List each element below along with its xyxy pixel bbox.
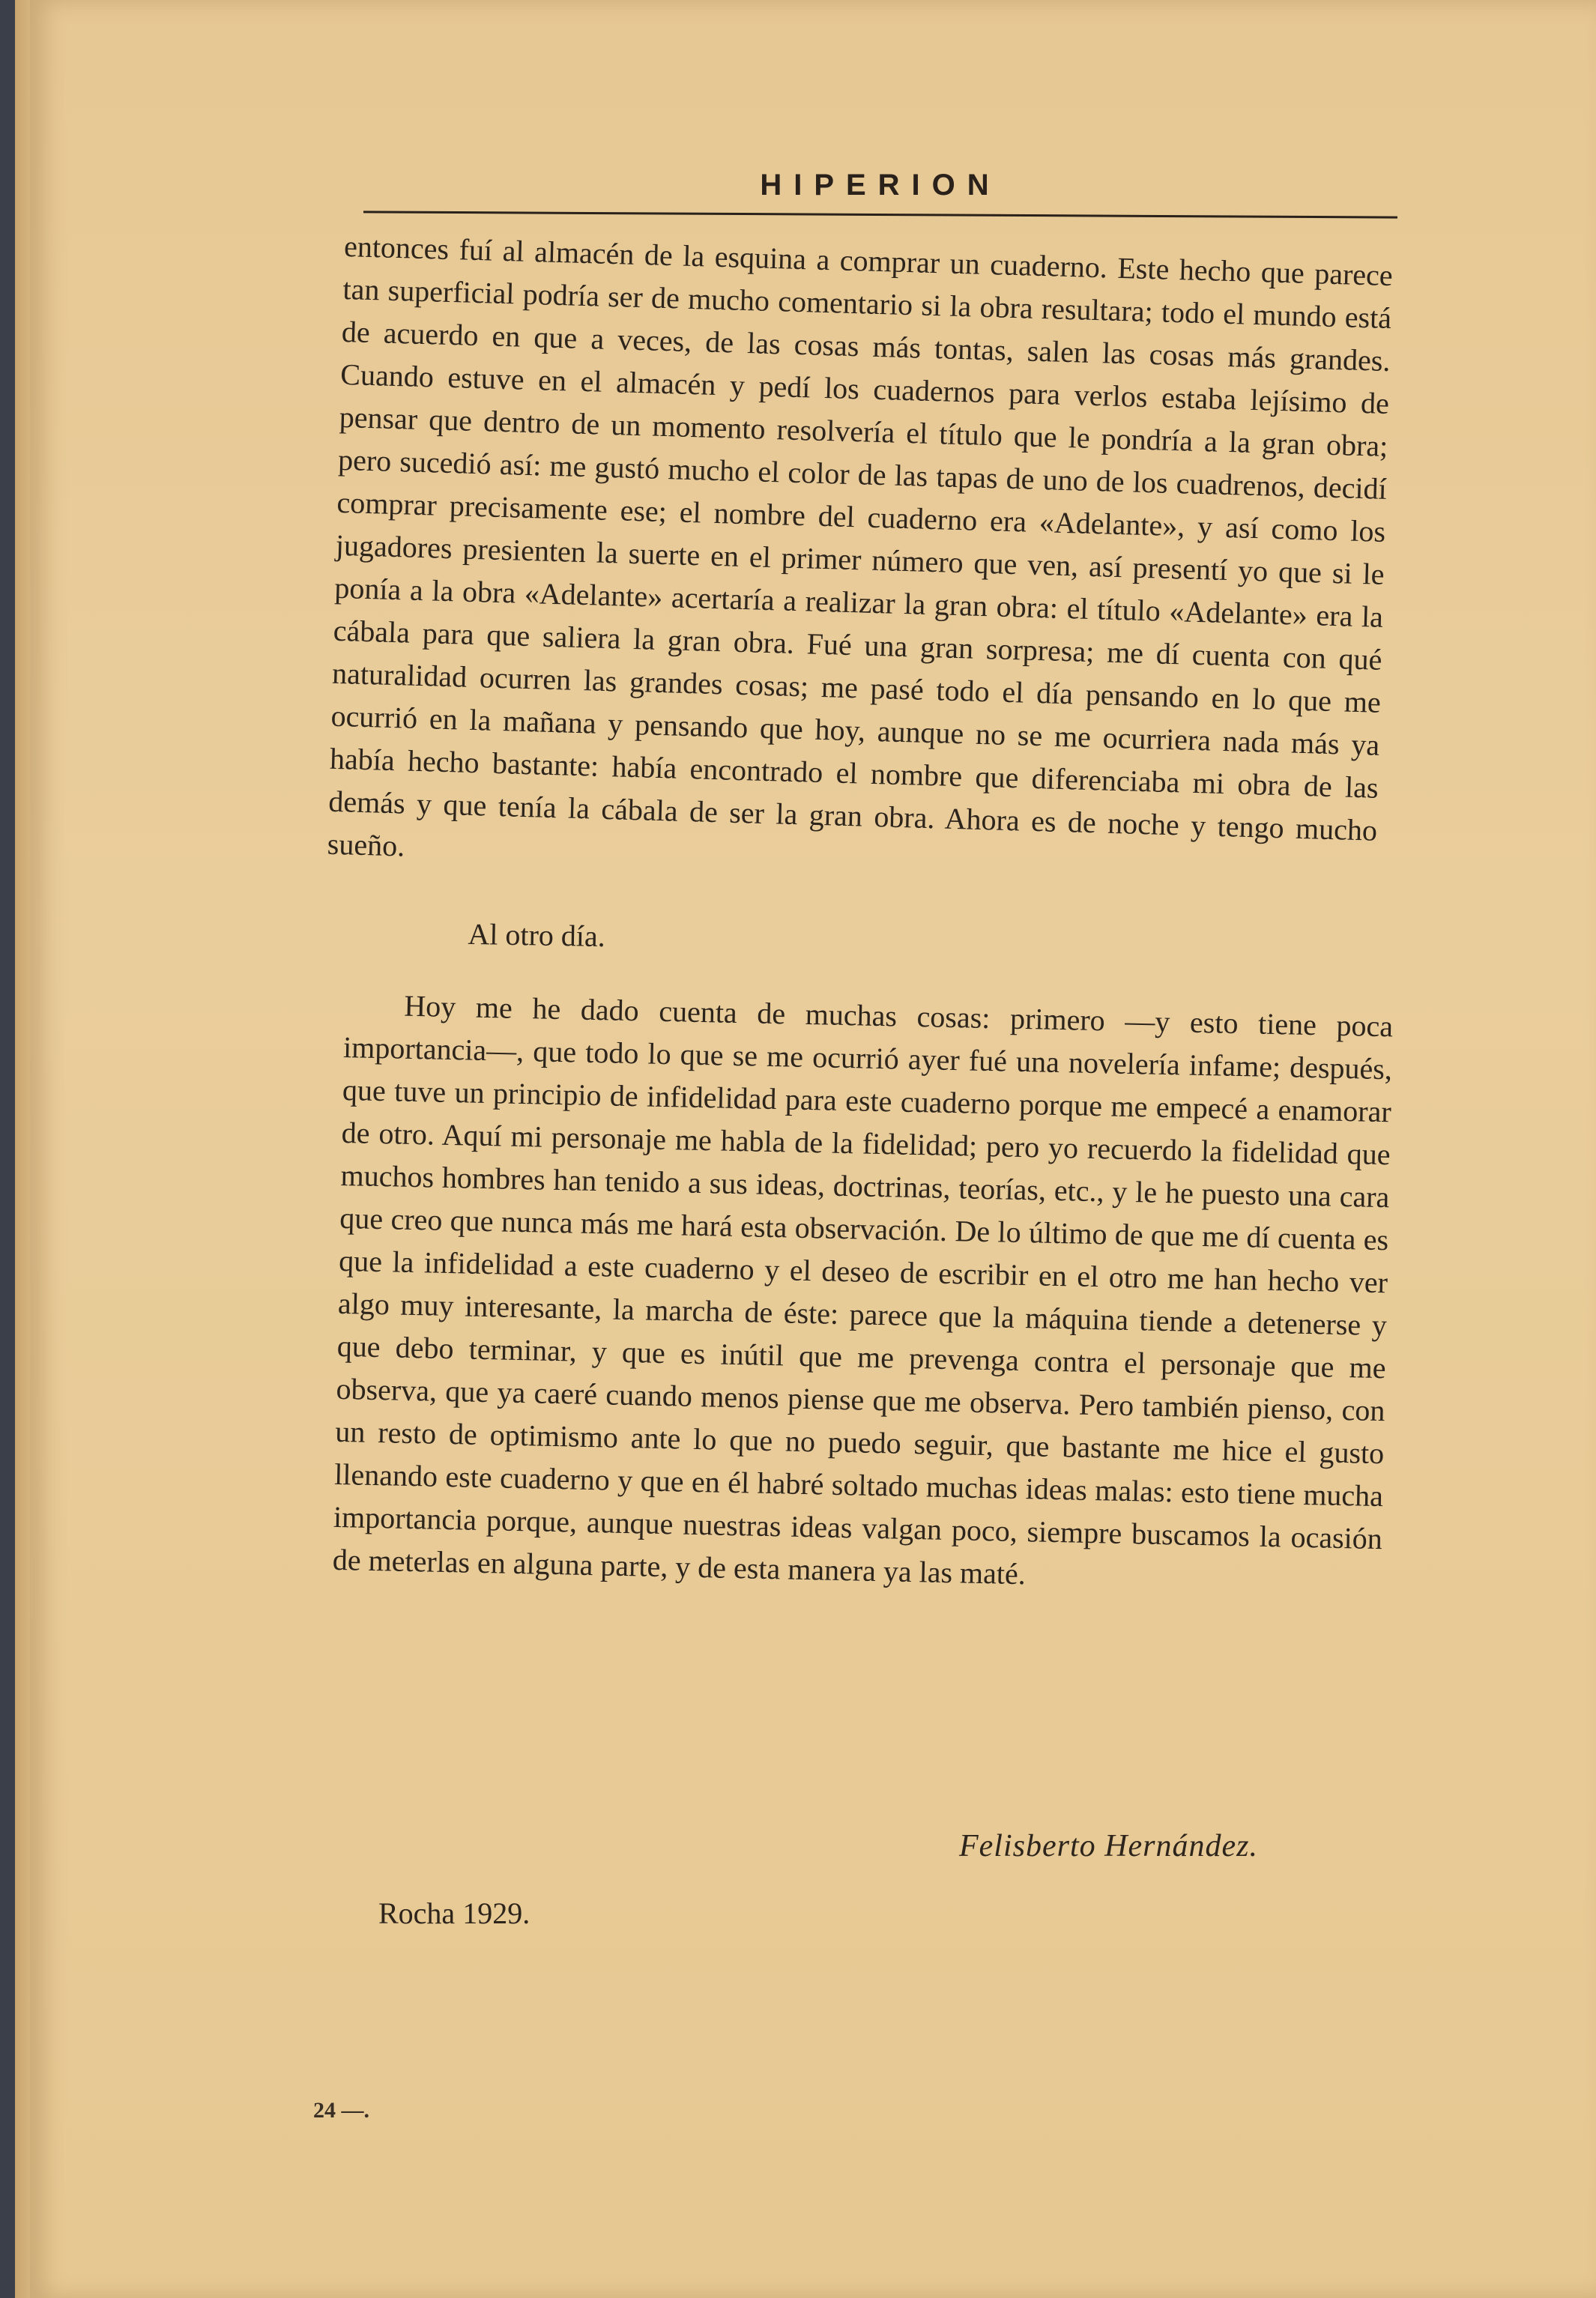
running-header (363, 157, 1397, 232)
journal-title: HIPERION (760, 169, 1001, 202)
article-body (327, 225, 1394, 1591)
place-date: Rocha 1929. (378, 1896, 531, 1930)
author-signature: Felisberto Hernández. (959, 1829, 1258, 1863)
page-number: 24 —. (313, 2098, 369, 2123)
paragraph-2: Hoy me he dado cuenta de muchas cosas: primero —y esto tiene poca importancia—, que todo lo que se me ocurrió ayer fué una novelería infame; después, que tuve un principio de infidelidad para este cuaderno porque me empecé a enamorar de otro. Aquí mi personaje me habla de la fidelidad; pero yo recuerdo la fidelidad que muchos hombres han tenido a sus ideas, doctrinas, teorías, etc., y le he puesto una cara que creo que nunca más me hará esta observación. De lo último de que me dí cuenta es que la infidelidad a este cuaderno y el deseo de escribir en el otro me han hecho ver algo muy interesante, la marcha de éste: parece que la máquina tiende a detenerse y que debo terminar, y que es inútil que me prevenga contra el personaje que me observa, que ya caeré cuando menos piense que me observa. Pero también pienso, con un resto de optimismo ante lo que no puedo seguir, que bastante me hice el gusto llenando este cuaderno y que en él habré soltado muchas ideas malas: esto tiene mucha importancia porque, aunque nuestras ideas valgan poco, siempre buscamos la ocasión de meterlas en alguna parte, y de esta manera ya las maté. (332, 988, 1394, 1591)
dateline: Al otro día. (468, 916, 606, 954)
header-rule (363, 211, 1397, 218)
paragraph-1: entonces fuí al almacén de la esquina a comprar un cuaderno. Este hecho que parece tan superficial podría ser de mucho comentario si la obra resultara; todo el mundo está de acuerdo en que a veces, de las cosas más tontas, salen las cosas más grandes. Cuando estuve en el almacén y pedí los cuadernos para verlos estaba lejísimo de pensar que dentro de un momento resolvería el título que le pondría a la gran obra; pero sucedió así: me gustó mucho el color de las tapas de uno de los cuadrenos, decidí comprar precisamente ese; el nombre del cuaderno era «Adelante», y así como los jugadores presienten la suerte en el primer número que ven, así presentí yo que si le ponía a la obra «Adelante» acertaría a realizar la gran obra: el título «Adelante» era la cábala para que saliera la gran obra. Fué una gran sorpresa; me dí cuenta con qué naturalidad ocurren las grandes cosas; me pasé todo el día pensando en lo que me ocurrió en la mañana y pensando que hoy, aunque no se me ocurriera nada más ya había hecho bastante: había encontrado el nombre que diferenciaba mi obra de las demás y que tenía la cábala de ser la gran obra. Ahora es de noche y tengo mucho sueño. (327, 229, 1394, 863)
